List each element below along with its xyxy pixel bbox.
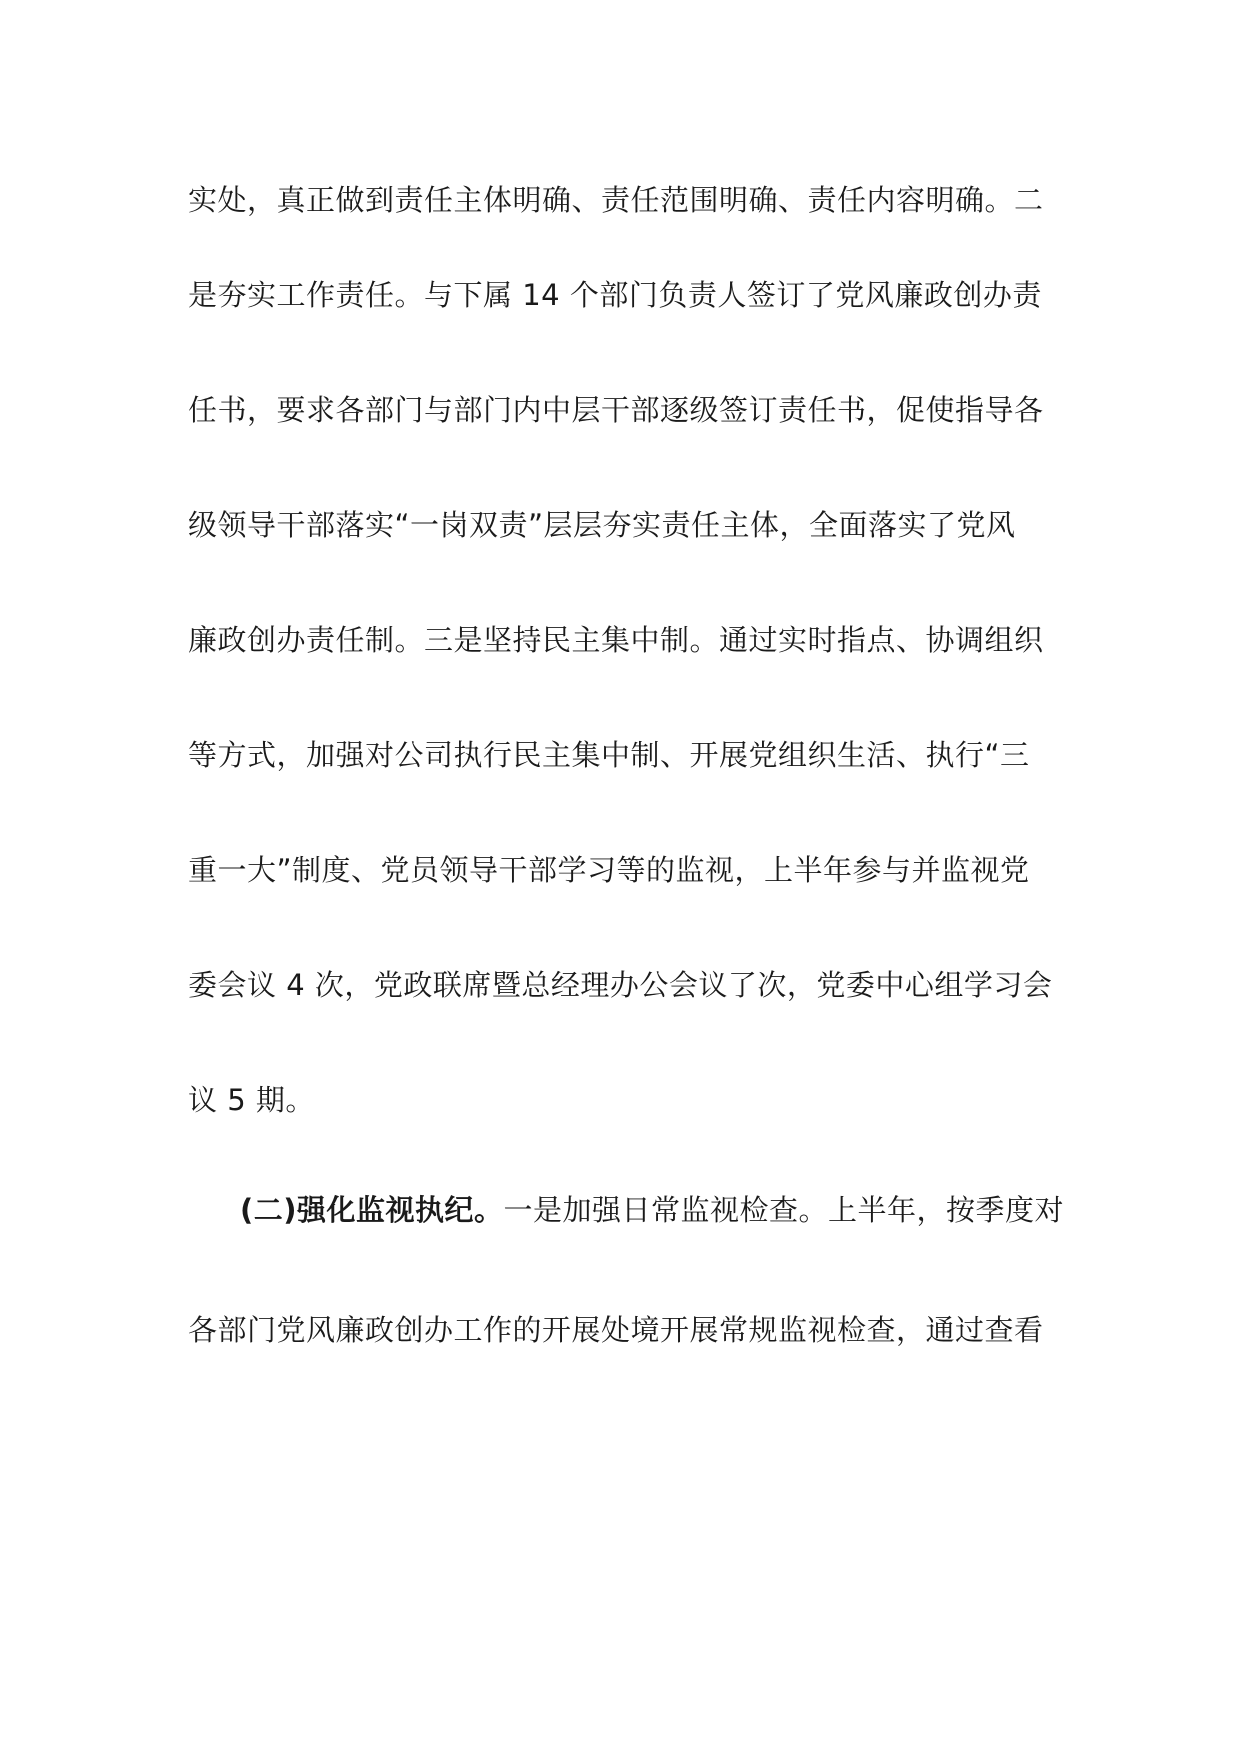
- body-text-line-9: 议 5 期。: [188, 1083, 315, 1117]
- body-text-line-4: 级领导干部落实“一岗双责”层层夯实责任主体，全面落实了党风: [188, 508, 1016, 542]
- body-text-line-5: 廉政创办责任制。三是坚持民主集中制。通过实时指点、协调组织: [188, 623, 1044, 657]
- body-text-line-1: 实处，真正做到责任主体明确、责任范围明确、责任内容明确。二: [188, 183, 1044, 217]
- section-2-paragraph-start: [240, 1190, 1080, 1230]
- section-2-first-line-text: 一是加强日常监视检查。上半年，按季度对: [503, 1193, 1065, 1227]
- body-text-line-7: 重一大”制度、党员领导干部学习等的监视，上半年参与并监视党: [188, 853, 1030, 887]
- body-text-line-3: 任书，要求各部门与部门内中层干部逐级签订责任书，促使指导各: [188, 393, 1044, 427]
- section-2-heading: (二)强化监视执纪。: [240, 1193, 504, 1227]
- section-2-line-2: 各部门党风廉政创办工作的开展处境开展常规监视检查，通过查看: [188, 1313, 1044, 1347]
- body-text-line-6: 等方式，加强对公司执行民主集中制、开展党组织生活、执行“三: [188, 738, 1030, 772]
- body-text-line-2: 是夯实工作责任。与下属 14 个部门负责人签订了党风廉政创办责: [188, 278, 1042, 312]
- body-text-line-8: 委会议 4 次，党政联席暨总经理办公会议了次，党委中心组学习会: [188, 968, 1053, 1002]
